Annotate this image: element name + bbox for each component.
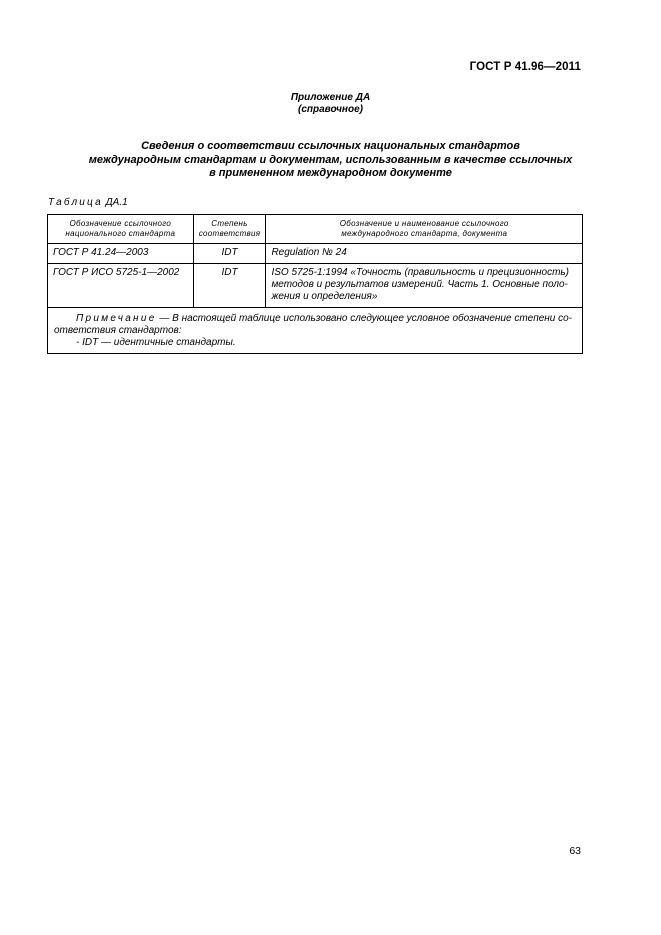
appendix-title-block	[0, 92, 661, 116]
cell-international	[266, 264, 583, 308]
cell-international-line: жения и определения»	[271, 291, 378, 302]
column-header-national-line-2: национального стандарта	[65, 229, 176, 238]
cell-international-line: методов и результатов измерений. Часть 1. Основные поло-	[271, 279, 568, 290]
column-header-international	[266, 215, 583, 244]
note-text-line-1: В настоящей таблице использовано следующее условное обозначение степени со-	[172, 313, 573, 324]
cell-degree: IDT	[193, 244, 266, 264]
cell-international	[266, 244, 583, 264]
heading-line-3: в примененном международном документе	[209, 167, 452, 179]
note-text-line-2: ответствия стандартов:	[54, 325, 182, 336]
cell-international-line: ISO 5725-1:1994 «Точность (правильность и прецизионность)	[271, 267, 570, 278]
note-label: Примечание	[76, 313, 157, 324]
column-header-international-line-2: международного стандарта, документа	[341, 229, 508, 238]
section-heading	[0, 140, 661, 181]
table-caption	[48, 197, 128, 208]
document-code: ГОСТ Р 41.96—2011	[469, 61, 581, 73]
reference-table	[47, 214, 583, 354]
column-header-degree-line-2: соответствия	[198, 229, 261, 238]
column-header-degree	[193, 215, 266, 244]
heading-line-1: Сведения о соответствии ссылочных национальных стандартов	[141, 140, 520, 152]
column-header-national	[48, 215, 194, 244]
note-dash: —	[156, 313, 173, 324]
note-text-line-3: - IDT — идентичные стандарты.	[76, 337, 236, 348]
column-header-international-line-1: Обозначение и наименование ссылочного	[339, 219, 509, 228]
appendix-subtitle: (справочное)	[298, 104, 363, 115]
cell-national-standard: ГОСТ Р 41.24—2003	[48, 244, 194, 264]
cell-degree: IDT	[193, 264, 266, 308]
table-note-row	[48, 308, 583, 354]
note-first-line	[54, 313, 576, 325]
appendix-title: Приложение ДА	[290, 92, 371, 103]
table-row	[48, 264, 583, 308]
table-caption-number: ДА.1	[105, 197, 128, 208]
table-header-row	[48, 215, 583, 244]
page-number: 63	[569, 845, 581, 857]
table-row	[48, 244, 583, 264]
column-header-degree-line-1: Степень	[211, 219, 248, 228]
cell-international-line: Regulation № 24	[271, 247, 347, 258]
heading-line-2: международным стандартам и документам, использованным в качестве ссылочных	[88, 153, 573, 166]
cell-national-standard: ГОСТ Р ИСО 5725-1—2002	[48, 264, 194, 308]
table-caption-label: Таблица	[48, 197, 103, 208]
column-header-national-line-1: Обозначение ссылочного	[69, 219, 172, 228]
table-note	[48, 308, 583, 354]
